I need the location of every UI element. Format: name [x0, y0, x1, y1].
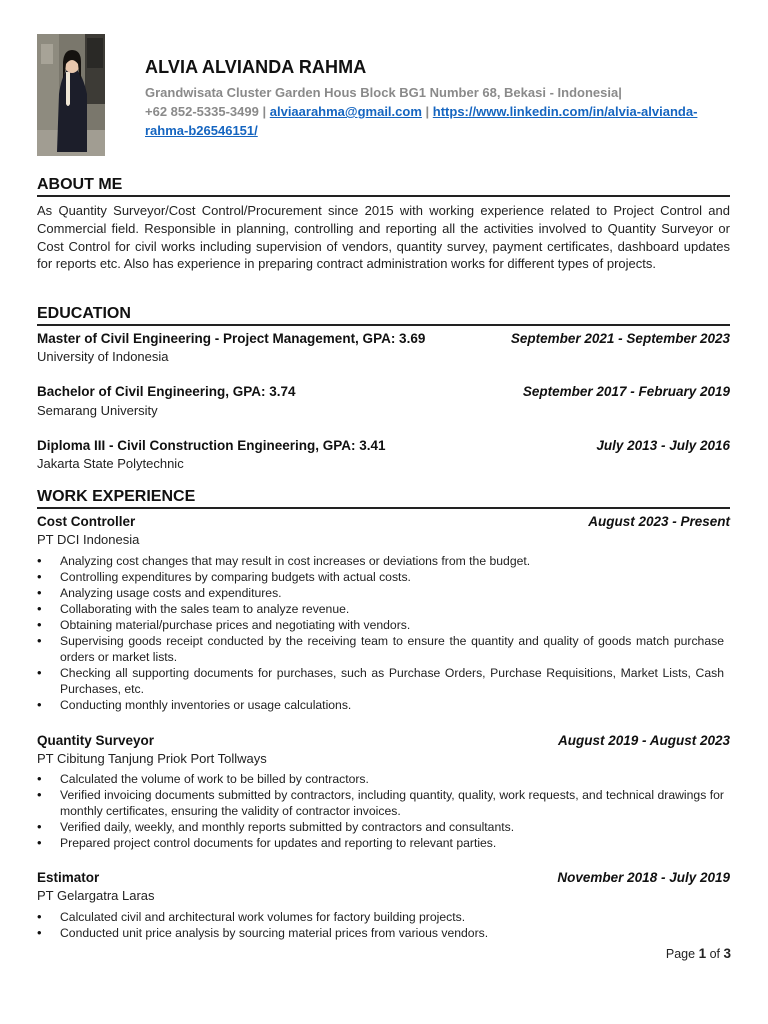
school-name: University of Indonesia [37, 349, 169, 364]
address-text: Grandwisata Cluster Garden Hous Block BG1 Number 68, Bekasi - Indonesia| [145, 85, 622, 100]
job-bullet-list [37, 553, 724, 713]
education-entry [37, 384, 730, 402]
list-item: • Conducting monthly inventories or usage calculations. [37, 697, 724, 713]
list-item: • Collaborating with the sales team to analyze revenue. [37, 601, 724, 617]
candidate-name: ALVIA ALVIANDA RAHMA [145, 57, 367, 77]
profile-photo [37, 34, 105, 156]
education-dates: July 2013 - July 2016 [596, 438, 730, 453]
list-item: • Conducted unit price analysis by sourcing material prices from various vendors. [37, 925, 724, 941]
list-item: • Checking all supporting documents for purchases, such as Purchase Orders, Purchase Requisitions, Market Lists, Cash Purchases, etc. [37, 665, 724, 697]
resume-header [37, 34, 730, 156]
page-number [666, 946, 731, 961]
education-entry [37, 331, 730, 349]
list-item: • Obtaining material/purchase prices and negotiating with vendors. [37, 617, 724, 633]
degree-title: Master of Civil Engineering - Project Management, GPA: 3.69 [37, 331, 426, 346]
company-name: PT DCI Indonesia [37, 532, 140, 547]
list-item: • Supervising goods receipt conducted by the receiving team to ensure the quantity and quality of goods match purchase orders or market lists. [37, 633, 724, 665]
current-page: 1 [698, 946, 707, 961]
email-link[interactable]: alviaarahma@gmail.com [269, 104, 422, 119]
list-item: • Controlling expenditures by comparing budgets with actual costs. [37, 569, 724, 585]
list-item: • Calculated civil and architectural work volumes for factory building projects. [37, 909, 724, 925]
degree-title: Diploma III - Civil Construction Engineering, GPA: 3.41 [37, 438, 386, 453]
section-title-about: ABOUT ME [37, 175, 730, 197]
contact-info [145, 83, 730, 140]
section-title-education: EDUCATION [37, 304, 730, 326]
list-item: • Verified daily, weekly, and monthly reports submitted by contractors and consultants. [37, 819, 724, 835]
list-item: • Prepared project control documents for updates and reporting to relevant parties. [37, 835, 724, 851]
phone-text: +62 852-5335-3499 [145, 104, 259, 119]
total-pages: 3 [723, 946, 731, 961]
school-name: Jakarta State Polytechnic [37, 456, 184, 471]
separator: | [262, 104, 267, 119]
of-word: of [709, 947, 720, 961]
list-item: • Analyzing usage costs and expenditures. [37, 585, 724, 601]
education-dates: September 2017 - February 2019 [522, 384, 730, 399]
job-dates: August 2023 - Present [588, 514, 730, 529]
job-entry [37, 733, 730, 751]
job-bullet-list [37, 771, 724, 851]
separator: | [425, 104, 430, 119]
list-item: • Verified invoicing documents submitted by contractors, including quantity, quality, work requests, and technical drawings for monthly certificates, ensuring the validity of contractor invoices. [37, 787, 724, 819]
list-item: • Analyzing cost changes that may result in cost increases or deviations from the budget. [37, 553, 724, 569]
job-entry [37, 514, 730, 532]
linkedin-link[interactable]: https://www.linkedin.com/in/alvia-alvianda-rahma-b26546151/ [145, 104, 698, 138]
job-bullet-list [37, 909, 724, 941]
school-name: Semarang University [37, 403, 158, 418]
job-dates: August 2019 - August 2023 [557, 733, 730, 748]
list-item: • Calculated the volume of work to be billed by contractors. [37, 771, 724, 787]
degree-title: Bachelor of Civil Engineering, GPA: 3.74 [37, 384, 296, 399]
education-dates: September 2021 - September 2023 [510, 331, 730, 346]
education-entry [37, 438, 730, 456]
job-dates: November 2018 - July 2019 [557, 870, 730, 885]
company-name: PT Gelargatra Laras [37, 888, 155, 903]
section-title-work: WORK EXPERIENCE [37, 487, 730, 509]
page-word: Page [665, 947, 696, 961]
job-entry [37, 870, 730, 888]
about-text: As Quantity Surveyor/Cost Control/Procurement since 2015 with working experience related to Project Control and Commercial field. Responsible in planning, controlling and reporting all the activities involved to Quantity Surveyor or Cost Control for civil works including supervision of vendors, quantity survey, payment certificates, dashboard updates for reports etc. Also has experience in preparing contract administration works for different types of projects. [37, 203, 730, 272]
job-role: Cost Controller [37, 514, 136, 529]
job-role: Estimator [37, 870, 100, 885]
company-name: PT Cibitung Tanjung Priok Port Tollways [37, 751, 267, 766]
job-role: Quantity Surveyor [37, 733, 155, 748]
